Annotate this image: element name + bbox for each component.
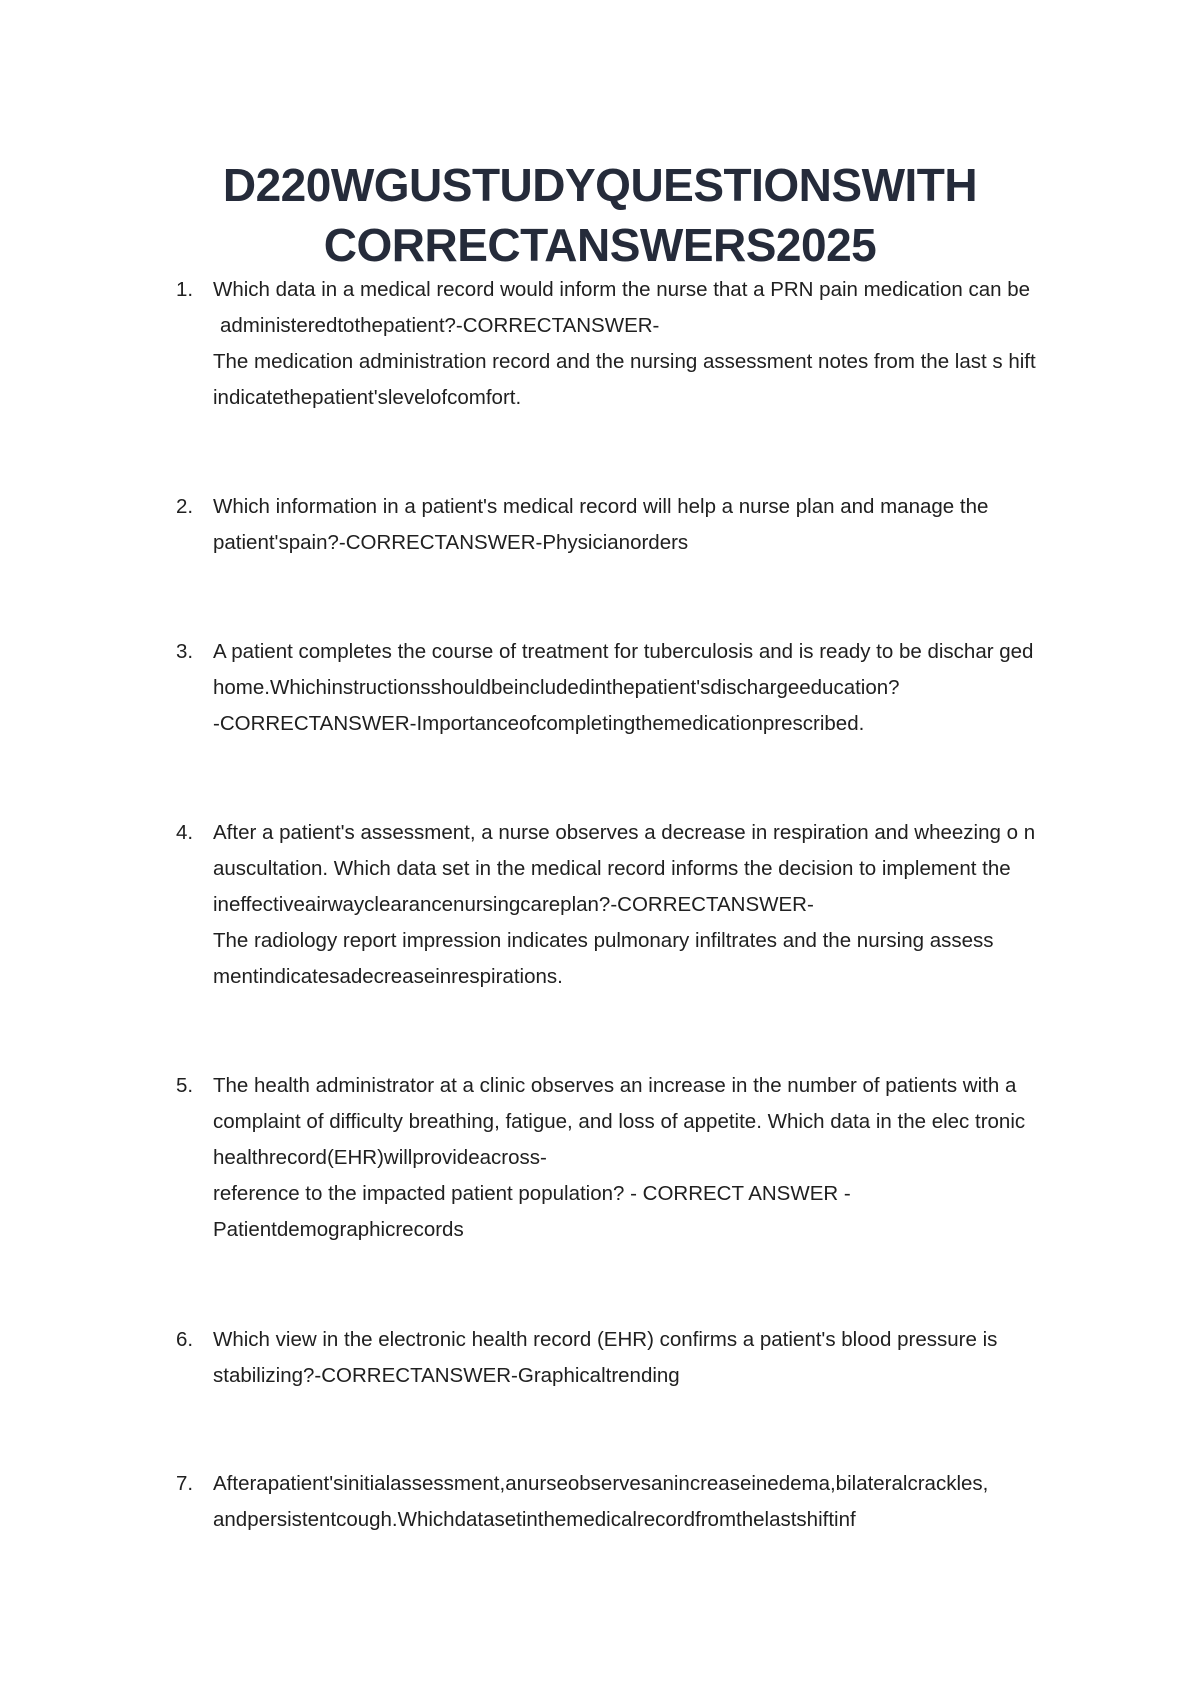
answer-line: -CORRECTANSWER-Importanceofcompletingthemedicationprescribed.	[213, 712, 865, 735]
question-line: Afterapatient'sinitialassessment,anurseobservesanincreaseinedema,bilateralcrackles,	[213, 1472, 989, 1495]
question-number: 4.	[176, 821, 194, 844]
answer-line: stabilizing?-CORRECTANSWER-Graphicaltrending	[213, 1364, 680, 1387]
question-number: 7.	[176, 1472, 194, 1495]
question-text	[213, 272, 1063, 416]
question-text	[213, 1322, 1063, 1394]
question-number: 2.	[176, 495, 194, 518]
question-line: ineffectiveairwayclearancenursingcareplan?-CORRECTANSWER-	[213, 893, 814, 916]
question-text	[213, 815, 1063, 995]
question-line: Which view in the electronic health record (EHR) confirms a patient's blood pressure is	[213, 1328, 998, 1351]
question-number: 1.	[176, 278, 194, 301]
document-title-line-1: D220WGUSTUDYQUESTIONSWITH	[222, 159, 978, 211]
answer-line: Patientdemographicrecords	[213, 1218, 464, 1241]
question-line: A patient completes the course of treatment for tuberculosis and is ready to be dischar ged	[213, 640, 1034, 663]
question-line: home.Whichinstructionsshouldbeincludedinthepatient'sdischargeeducation?	[213, 676, 900, 699]
document-title	[150, 155, 1050, 275]
question-line: Which information in a patient's medical record will help a nurse plan and manage the	[213, 495, 989, 518]
answer-line: indicatethepatient'slevelofcomfort.	[213, 386, 522, 409]
question-line: complaint of difficulty breathing, fatigue, and loss of appetite. Which data in the elec tronic	[213, 1110, 1026, 1133]
question-line: administeredtothepatient?-CORRECTANSWER-	[220, 314, 660, 337]
question-number: 6.	[176, 1328, 194, 1351]
question-line: The health administrator at a clinic observes an increase in the number of patients with a	[213, 1074, 1017, 1097]
question-line: healthrecord(EHR)willprovideacross-	[213, 1146, 547, 1169]
question-text	[213, 1466, 1063, 1538]
answer-line: mentindicatesadecreaseinrespirations.	[213, 965, 563, 988]
answer-line: The radiology report impression indicates pulmonary infiltrates and the nursing assess	[213, 929, 994, 952]
question-line: reference to the impacted patient population? - CORRECT ANSWER -	[213, 1182, 851, 1205]
answer-line: patient'spain?-CORRECTANSWER-Physicianorders	[213, 531, 689, 554]
question-text	[213, 1068, 1063, 1248]
document-title-line-2: CORRECTANSWERS2025	[323, 219, 877, 271]
question-text	[213, 489, 1063, 561]
question-line: andpersistentcough.Whichdatasetinthemedicalrecordfromthelastshiftinf	[213, 1508, 856, 1531]
question-line: auscultation. Which data set in the medical record informs the decision to implement the	[213, 857, 1011, 880]
question-number: 5.	[176, 1074, 194, 1097]
question-line: Which data in a medical record would inform the nurse that a PRN pain medication can be	[213, 278, 1031, 301]
question-text	[213, 634, 1063, 742]
answer-line: The medication administration record and the nursing assessment notes from the last s hift	[213, 350, 1036, 373]
question-line: After a patient's assessment, a nurse observes a decrease in respiration and wheezing o n	[213, 821, 1036, 844]
question-number: 3.	[176, 640, 194, 663]
